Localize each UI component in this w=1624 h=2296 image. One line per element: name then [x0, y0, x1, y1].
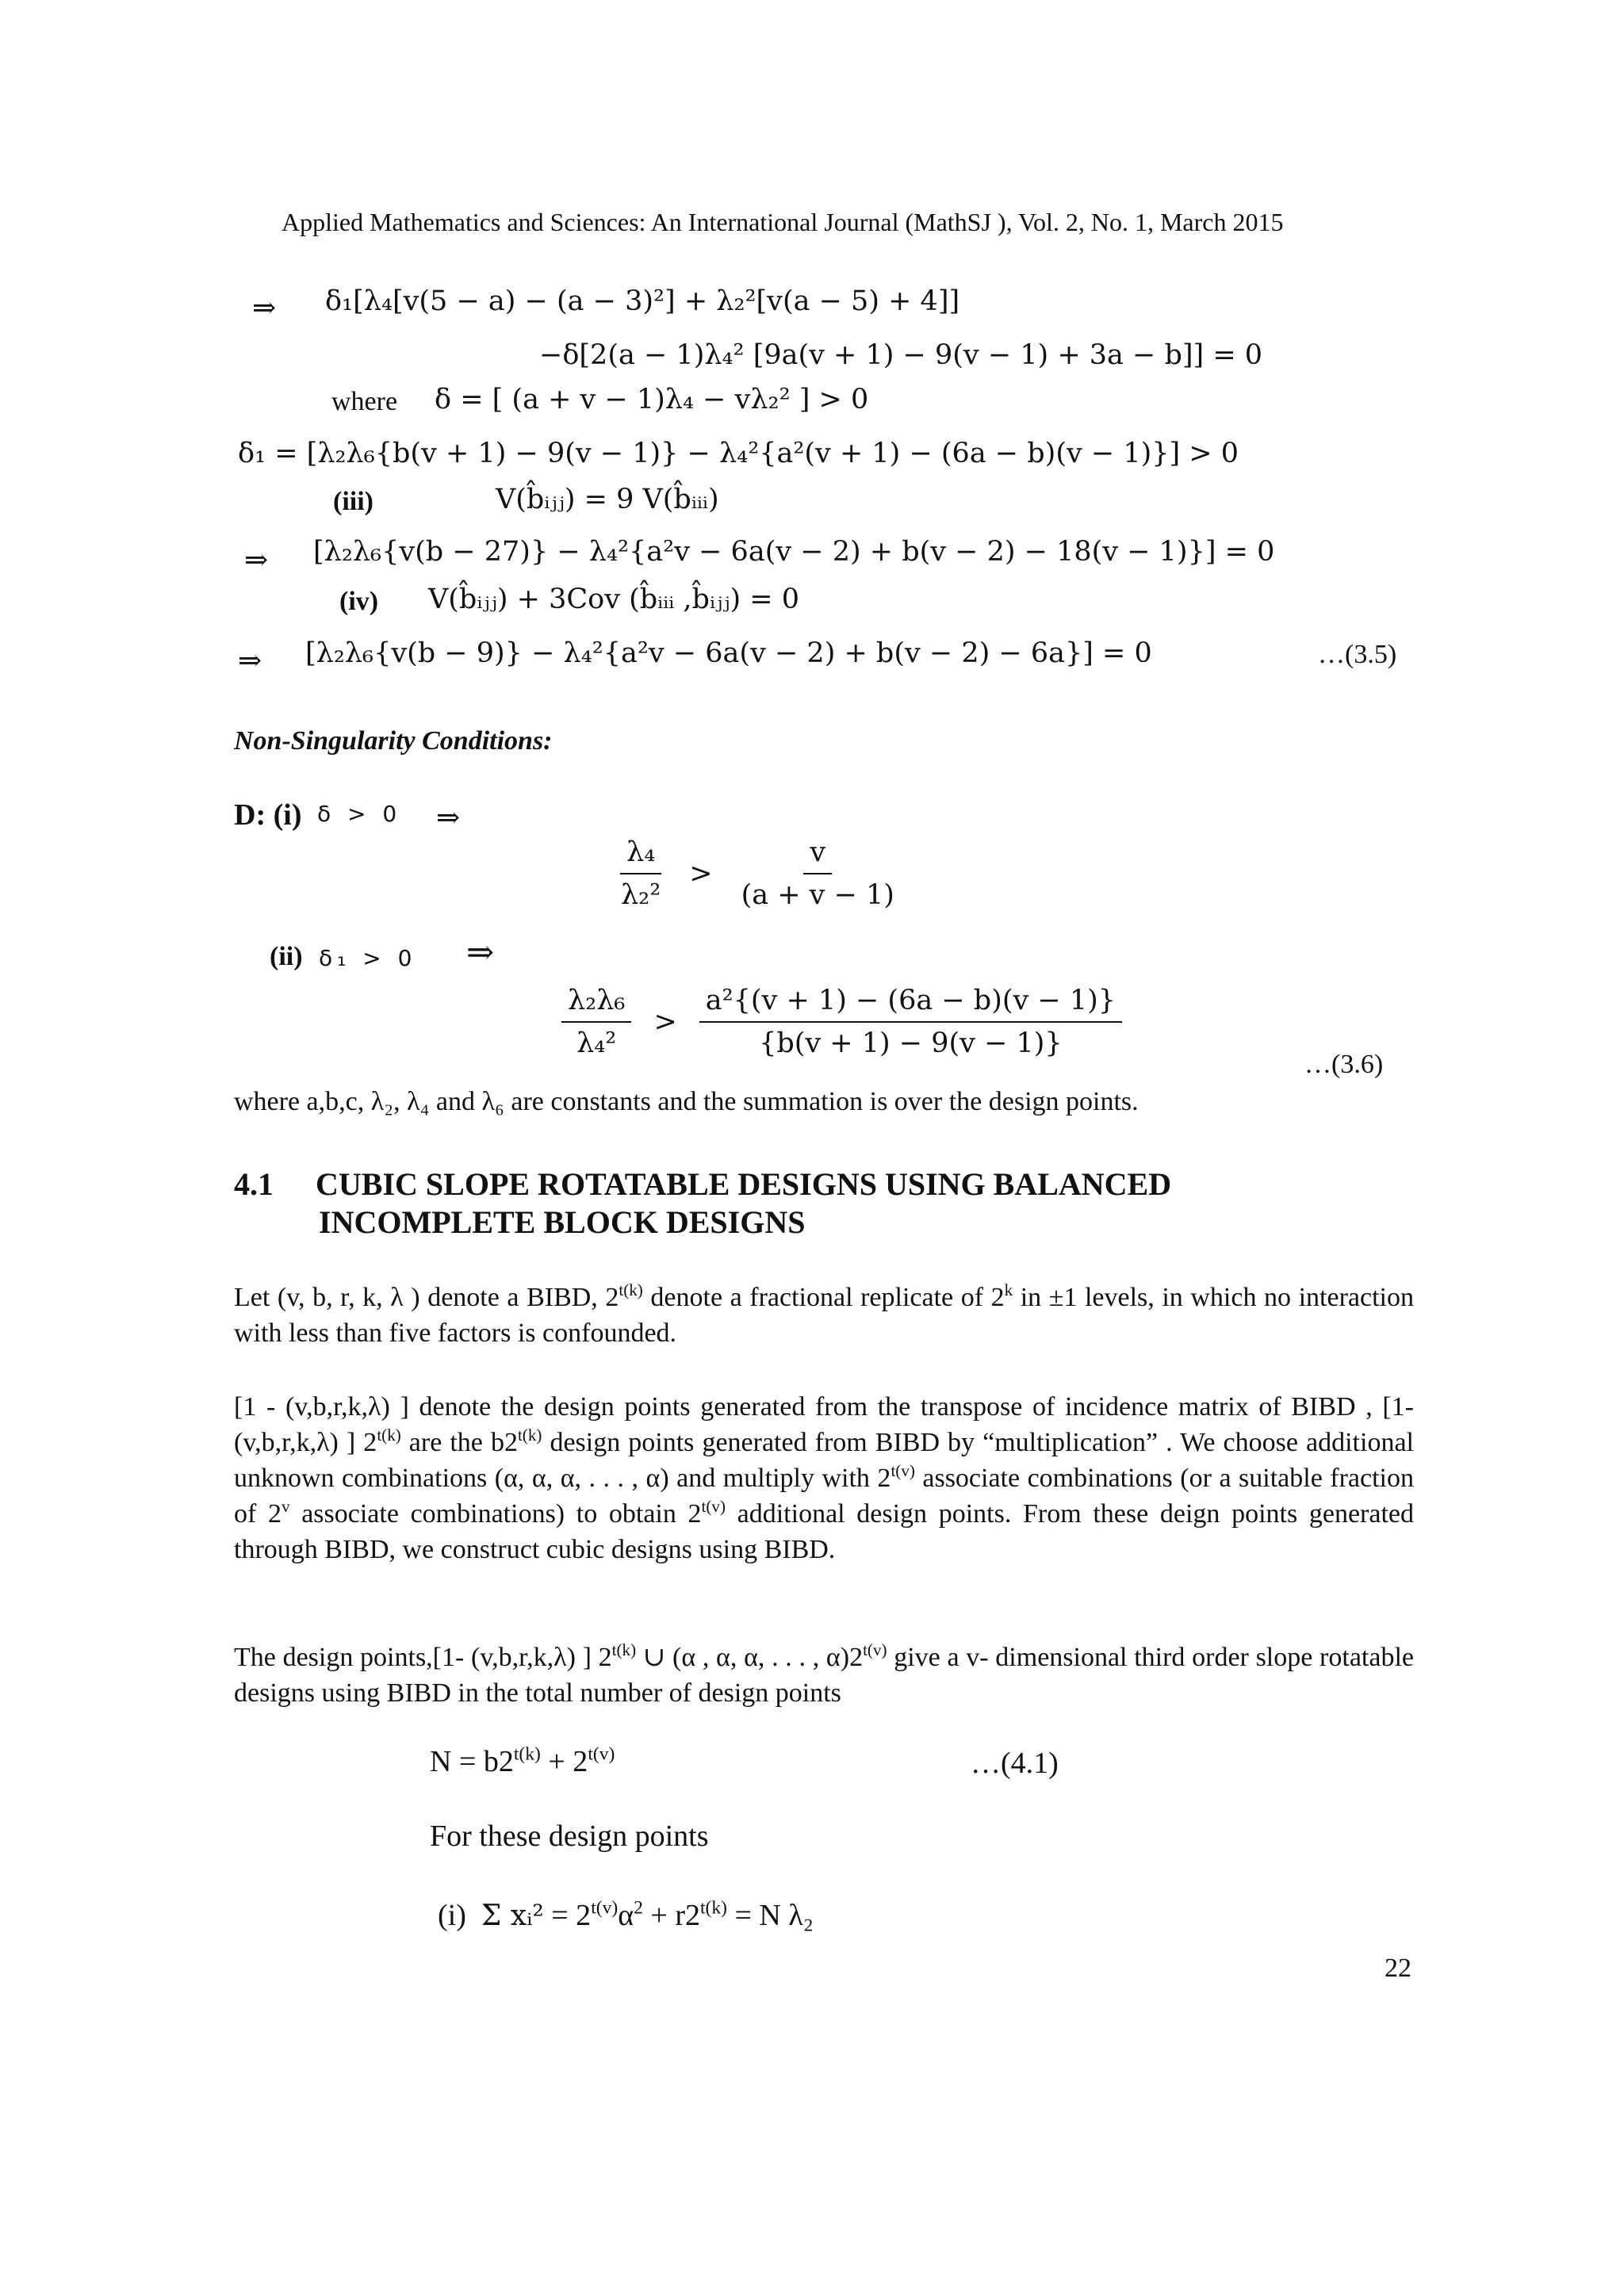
fraction-numerator: λ₂λ₆ [561, 985, 631, 1023]
section-number: 4.1 [234, 1166, 274, 1202]
page-number: 22 [1385, 1954, 1411, 1983]
equation-number: …(4.1) [971, 1747, 1059, 1780]
paragraph-bibd-definition: Let (v, b, r, k, λ ) denote a BIBD, $2^{t(k)}$ denote a fractional replicate of 2$^k$ in ±1 levels, in which no interaction with less than five factors is confounded. [234, 1280, 1414, 1348]
fraction-denominator: (a + v − 1) [741, 879, 894, 911]
fraction-numerator: v [803, 836, 832, 874]
equation-number: …(3.6) [1304, 1050, 1384, 1079]
fraction-denominator: {b(v + 1) − 9(v − 1)} [759, 1027, 1063, 1059]
sum-equation: (i) Σ xᵢ² = $2^{t(v)}\alpha^2 + r2^{t(k)} = N$ λ₂ [438, 1897, 814, 1932]
equation-4-1: $N = b2^{t(k)} + 2^{t(v)}$ [430, 1743, 615, 1778]
delta1-definition: δ₁ = [λ₂λ₆{b(v + 1) − 9(v − 1)} − λ₄²{a²(v + 1) − (6a − b)(v − 1)}] > 0 [238, 438, 1239, 469]
fraction-denominator: λ₄² [576, 1027, 617, 1059]
equation-line-1: δ₁[λ₄[v(5 − a) − (a − 3)²] + λ₂²[v(a − 5) + 4]] [325, 285, 960, 317]
subsection-title: Non-Singularity Conditions: [234, 726, 553, 756]
condition-i-label: (i) [273, 798, 302, 832]
greater-than: > [653, 1006, 677, 1038]
condition-ii: δ₁ > 0 [319, 945, 417, 971]
implies-symbol: ⇒ [238, 645, 262, 676]
condition-ii-label: (ii) [270, 942, 303, 971]
delta-definition: δ = [ (a + v − 1)λ₄ − vλ₂² ] > 0 [435, 384, 869, 415]
fraction-numerator: a²{(v + 1) − (6a − b)(v − 1)} [699, 985, 1122, 1023]
condition-iv-label: (iv) [339, 587, 379, 616]
greater-than: > [689, 858, 713, 890]
section-title-line-2: INCOMPLETE BLOCK DESIGNS [319, 1204, 806, 1240]
implies-symbol: ⇒ [244, 544, 269, 576]
equation-line-2: −δ[2(a − 1)λ₄² [9a(v + 1) − 9(v − 1) + 3a − b]] = 0 [539, 339, 1263, 371]
condition-iii-expression: V(b̂ᵢⱼⱼ) = 9 V(b̂ᵢᵢᵢ) [496, 484, 719, 515]
implies-symbol: ⇒ [252, 292, 277, 323]
condition-ii-fraction [561, 985, 1122, 1059]
condition-i: δ > 0 [317, 801, 402, 827]
implies-symbol: ⇒ [466, 935, 495, 971]
fraction-denominator: λ₂² [621, 879, 661, 911]
sum-equation-label: (i) [438, 1899, 466, 1932]
where-text: where a,b,c, λ₂, λ₄ and λ₆ are constants and the summation is over the design points. [234, 1087, 1139, 1116]
condition-iii-label: (iii) [333, 487, 373, 516]
paragraph-design-points: [1 - (v,b,r,k,λ) ] denote the design points generated from the transpose of incidence matrix of BIBD , [1- (v,b,r,k,λ) ] $2^{t(k)}$ are the $b2^{t(k)}$ design points generated from BIBD by “multiplication” . We choose additional unknown combinations (α, α, α, . . . , α) and multiply with $2^{t(v)}$ associate combinations (or a suitable fraction of 2$^v$ associate combinations) to obtain $2^{t(v)}$ additional design points. From these deign points generated through BIBD, we construct cubic designs using BIBD. [234, 1392, 1415, 1564]
sum-lhs: Σ xᵢ² [481, 1900, 544, 1932]
condition-d: D: (i) [234, 798, 302, 832]
condition-iv-implied: [λ₂λ₆{v(b − 9)} − λ₄²{a²v − 6a(v − 2) + b(v − 2) − 6a}] = 0 [305, 637, 1152, 669]
condition-i-fraction [615, 836, 901, 911]
running-header: Applied Mathematics and Sciences: An International Journal (MathSJ ), Vol. 2, No. 1, March 2015 [282, 208, 1284, 236]
condition-iv-expression: V(b̂ᵢⱼⱼ) + 3Cov (b̂ᵢᵢᵢ ,b̂ᵢⱼⱼ) = 0 [428, 584, 799, 615]
fraction-numerator: λ₄ [620, 836, 661, 874]
equation-number: …(3.5) [1318, 640, 1397, 669]
implies-symbol: ⇒ [436, 802, 461, 833]
section-title-line-1: CUBIC SLOPE ROTATABLE DESIGNS USING BALANCED [316, 1166, 1172, 1202]
paragraph-total-points: The design points,[1- (v,b,r,k,λ) ] $2^{t(k)}$ ∪ (α , α, α, . . . , $\alpha)2^{t(v)}$ give a v- dimensional third order slope rotatable designs using BIBD in the total number of design points [234, 1640, 1414, 1708]
where-label: where [331, 387, 398, 416]
condition-iii-implied: [λ₂λ₆{v(b − 27)} − λ₄²{a²v − 6a(v − 2) + b(v − 2) − 18(v − 1)}] = 0 [313, 536, 1275, 568]
for-these-text: For these design points [430, 1820, 709, 1853]
condition-d-label: D [234, 798, 256, 832]
